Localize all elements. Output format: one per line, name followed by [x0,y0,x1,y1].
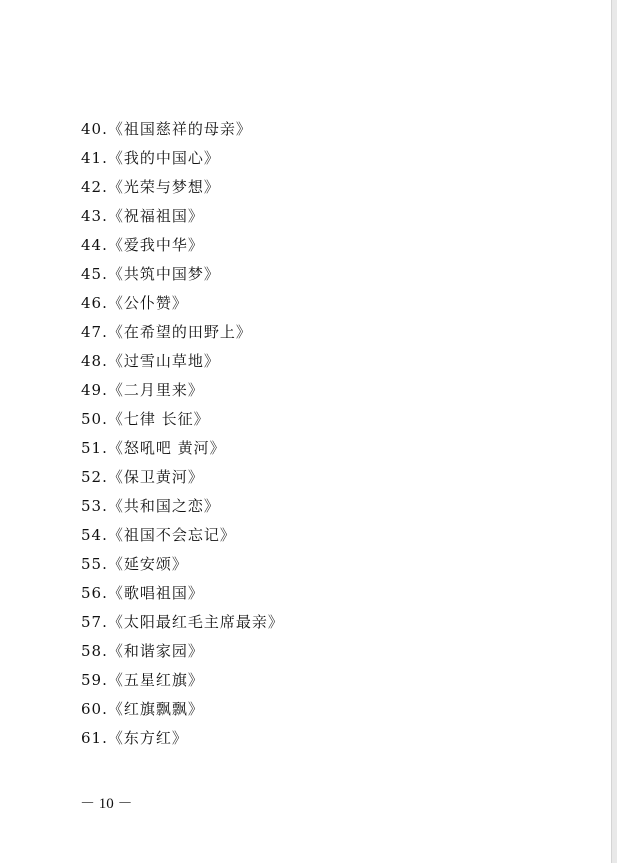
item-title: 《歌唱祖国》 [107,584,204,602]
item-number: 40. [81,120,108,138]
item-number: 56. [81,584,108,602]
item-number: 42. [81,178,108,196]
list-item [81,695,284,724]
item-number: 44. [81,236,108,254]
item-title: 《祖国不会忘记》 [107,526,236,544]
item-title: 《光荣与梦想》 [107,178,220,196]
list-item [81,347,284,376]
item-number: 43. [81,207,108,225]
item-number: 53. [81,497,108,515]
item-number: 58. [81,642,108,660]
list-item [81,260,284,289]
item-title: 《公仆赞》 [107,294,188,312]
list-item [81,318,284,347]
item-number: 46. [81,294,108,312]
item-number: 47. [81,323,108,341]
item-title: 《祝福祖国》 [107,207,204,225]
item-title: 《七律 长征》 [107,410,210,428]
item-number: 61. [81,729,108,747]
item-title: 《保卫黄河》 [107,468,204,486]
list-item [81,724,284,753]
list-item [81,405,284,434]
item-title: 《祖国慈祥的母亲》 [107,120,252,138]
item-number: 57. [81,613,108,631]
item-number: 52. [81,468,108,486]
list-item [81,376,284,405]
item-number: 60. [81,700,108,718]
list-item [81,231,284,260]
item-title: 《五星红旗》 [107,671,204,689]
list-item [81,637,284,666]
item-title: 《和谐家园》 [107,642,204,660]
item-number: 59. [81,671,108,689]
list-item [81,463,284,492]
list-item [81,666,284,695]
item-number: 55. [81,555,108,573]
item-number: 51. [81,439,108,457]
item-title: 《共筑中国梦》 [107,265,220,283]
list-item [81,434,284,463]
item-title: 《延安颂》 [107,555,188,573]
list-item [81,144,284,173]
item-number: 54. [81,526,108,544]
list-item [81,173,284,202]
item-title: 《二月里来》 [107,381,204,399]
list-item [81,550,284,579]
list-item [81,289,284,318]
list-item [81,608,284,637]
list-item [81,202,284,231]
item-number: 49. [81,381,108,399]
list-item [81,492,284,521]
item-number: 41. [81,149,108,167]
item-number: 45. [81,265,108,283]
item-title: 《怒吼吧 黄河》 [107,439,226,457]
list-item [81,579,284,608]
item-title: 《红旗飘飘》 [107,700,204,718]
item-title: 《过雪山草地》 [107,352,220,370]
page-number: － 10 － [80,796,133,812]
item-title: 《东方红》 [107,729,188,747]
item-title: 《太阳最红毛主席最亲》 [107,613,284,631]
item-number: 50. [81,410,108,428]
list-item [81,521,284,550]
item-title: 《共和国之恋》 [107,497,220,515]
list-item [81,115,284,144]
item-title: 《在希望的田野上》 [107,323,252,341]
item-title: 《我的中国心》 [107,149,220,167]
item-title: 《爱我中华》 [107,236,204,254]
song-list [81,115,284,753]
item-number: 48. [81,352,108,370]
